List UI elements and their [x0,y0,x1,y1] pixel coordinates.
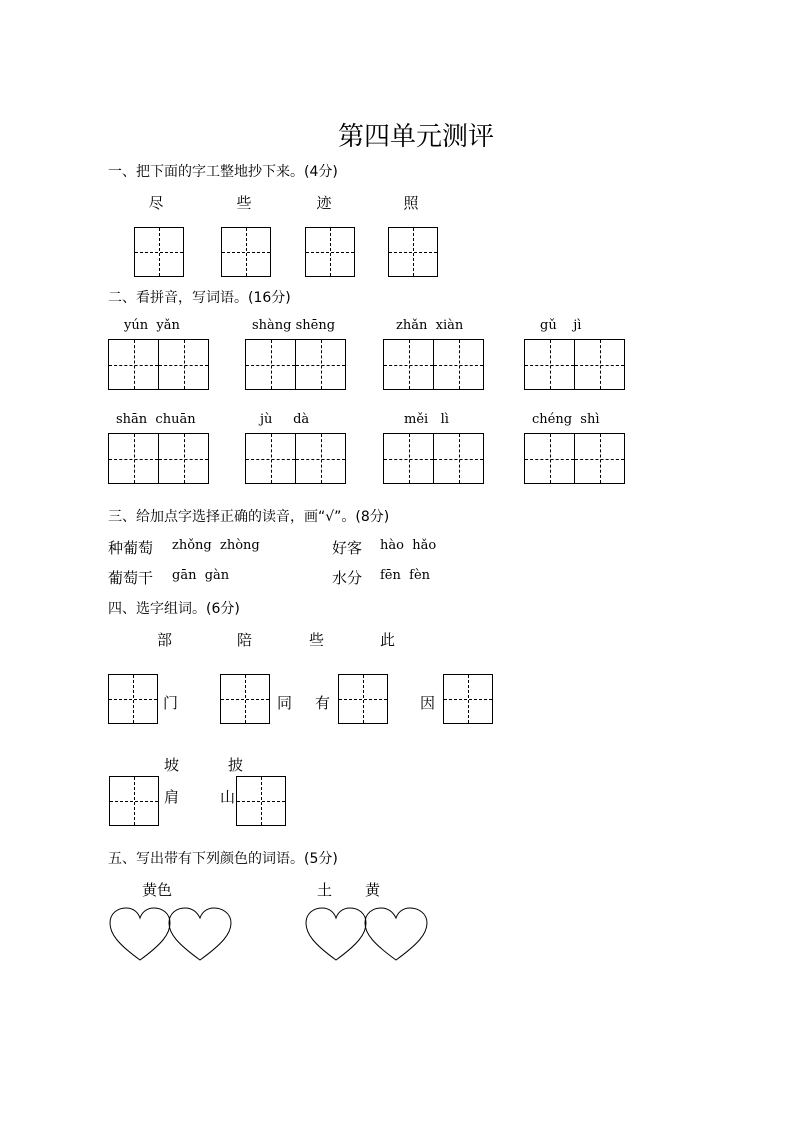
word-grid-pair[interactable] [524,339,625,390]
section-4-heading: 四、选字组词。(6分) [108,601,240,617]
word-item: 种葡萄 [108,539,154,557]
pinyin-options[interactable]: hào hǎo [380,538,437,553]
word-grid-pair[interactable] [245,339,346,390]
writing-grid-box[interactable] [338,674,388,724]
heart-icon[interactable] [304,906,434,962]
choice-char: 披 [228,756,244,774]
word-item: 好客 [332,539,363,557]
word-grid-pair[interactable] [108,433,209,484]
writing-grid-box[interactable] [134,227,184,277]
pinyin-label: yún yǎn [124,318,180,333]
word-grid-pair[interactable] [108,339,209,390]
word-item: 水分 [332,569,363,587]
choice-char: 此 [380,631,396,649]
section-3-heading: 三、给加点字选择正确的读音，画“√”。(8分) [108,509,390,525]
word-suffix: 肩 [164,788,180,806]
pinyin-options[interactable]: gān gàn [172,568,230,583]
writing-grid-box[interactable] [220,674,270,724]
copy-char: 迹 [316,194,332,212]
writing-grid-box[interactable] [443,674,493,724]
word-suffix: 门 [163,694,179,712]
word-grid-pair[interactable] [383,339,484,390]
word-grid-pair[interactable] [524,433,625,484]
choice-char: 些 [309,631,325,649]
color-word-label: 黄色 [142,881,173,899]
word-prefix: 山 [220,788,236,806]
writing-grid-box[interactable] [305,227,355,277]
section-1-heading: 一、把下面的字工整地抄下来。(4分) [108,164,338,180]
choice-char: 坡 [164,756,180,774]
writing-grid-box[interactable] [221,227,271,277]
copy-char: 些 [236,194,252,212]
section-2-heading: 二、看拼音，写词语。(16分) [108,290,291,306]
word-prefix: 有 [315,694,331,712]
word-grid-pair[interactable] [245,433,346,484]
copy-char: 照 [403,194,419,212]
pinyin-label: shàng shēng [252,318,336,333]
color-word-label: 黄 [365,881,381,899]
writing-grid-box[interactable] [109,776,159,826]
choice-char: 陪 [237,631,253,649]
pinyin-label: shān chuān [116,412,196,427]
pinyin-label: chéng shì [532,412,600,427]
pinyin-label: gǔ jì [540,318,582,333]
writing-grid-box[interactable] [388,227,438,277]
pinyin-options[interactable]: zhǒng zhòng [172,538,260,553]
pinyin-label: jù dà [260,412,310,427]
color-word-label: 土 [317,881,333,899]
word-item: 葡萄干 [108,569,154,587]
writing-grid-box[interactable] [108,674,158,724]
pinyin-options[interactable]: fēn fèn [380,568,431,583]
copy-char: 尽 [148,194,164,212]
section-5-heading: 五、写出带有下列颜色的词语。(5分) [108,851,338,867]
pinyin-label: zhǎn xiàn [396,318,464,333]
word-prefix: 因 [420,694,436,712]
page-title: 第四单元测评 [338,122,495,152]
word-grid-pair[interactable] [383,433,484,484]
word-suffix: 同 [277,694,293,712]
pinyin-label: měi lì [404,412,449,427]
writing-grid-box[interactable] [236,776,286,826]
heart-icon[interactable] [108,906,238,962]
choice-char: 部 [157,631,173,649]
